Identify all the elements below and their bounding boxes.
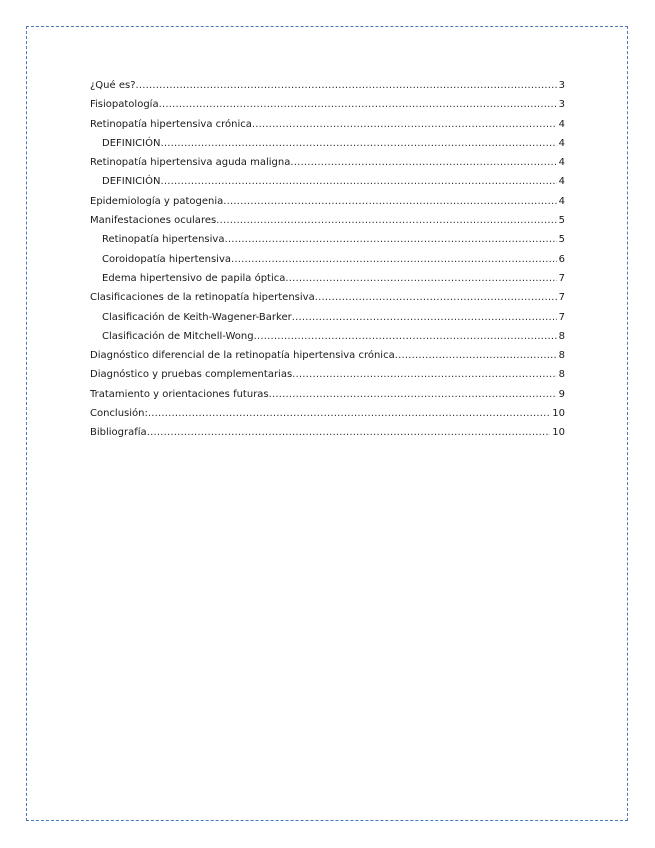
toc-subentry[interactable] (90, 230, 565, 249)
toc-dot-leader (160, 172, 556, 191)
toc-entry-title: DEFINICIÓN (102, 176, 161, 188)
toc-page-number: 4 (558, 118, 565, 130)
toc-subentry[interactable] (90, 327, 565, 346)
toc-entry-title: Diagnóstico y pruebas complementarias (90, 369, 293, 381)
toc-entry-title: Tratamiento y orientaciones futuras (90, 388, 269, 400)
toc-entry-title: Clasificación de Mitchell-Wong (102, 330, 254, 342)
toc-entry-title: Clasificaciones de la retinopatía hipertensiva (90, 292, 315, 304)
toc-entry[interactable] (90, 192, 565, 211)
toc-page-number: 4 (558, 176, 565, 188)
toc-dot-leader (292, 308, 557, 327)
toc-page-number: 8 (558, 350, 565, 362)
toc-subentry[interactable] (90, 172, 565, 191)
toc-entry-title: Manifestaciones oculares (90, 215, 217, 227)
toc-dot-leader (160, 134, 556, 153)
toc-entry-title: ¿Qué es? (90, 80, 136, 91)
toc-entry[interactable] (90, 76, 565, 95)
toc-entry-title: Bibliografía (90, 427, 147, 439)
toc-dot-leader (252, 115, 557, 134)
toc-dot-leader (224, 230, 556, 249)
toc-dot-leader (395, 346, 557, 365)
toc-page-number: 4 (558, 137, 565, 149)
toc-dot-leader (147, 423, 551, 442)
table-of-contents (90, 76, 565, 443)
toc-entry[interactable] (90, 211, 565, 230)
toc-dot-leader (136, 76, 557, 95)
toc-dot-leader (231, 250, 557, 269)
toc-entry[interactable] (90, 365, 565, 384)
toc-entry[interactable] (90, 288, 565, 307)
toc-entry-title: Conclusión: (90, 408, 148, 420)
toc-entry[interactable] (90, 95, 565, 114)
toc-page-number: 7 (558, 311, 565, 323)
toc-dot-leader (269, 385, 557, 404)
toc-dot-leader (254, 327, 557, 346)
toc-dot-leader (216, 211, 556, 230)
toc-page-number: 5 (558, 215, 565, 227)
toc-dot-leader (223, 192, 556, 211)
toc-dot-leader (290, 153, 556, 172)
toc-page-number: 6 (558, 253, 565, 265)
toc-entry[interactable] (90, 153, 565, 172)
toc-entry[interactable] (90, 404, 565, 423)
toc-subentry[interactable] (90, 308, 565, 327)
toc-subentry[interactable] (90, 269, 565, 288)
toc-entry-title: DEFINICIÓN (102, 137, 161, 149)
toc-page-number: 8 (558, 330, 565, 342)
toc-subentry[interactable] (90, 134, 565, 153)
toc-page-number: 7 (558, 272, 565, 284)
toc-dot-leader (315, 288, 557, 307)
toc-page-number: 3 (558, 99, 565, 111)
toc-page-number: 9 (558, 388, 565, 400)
toc-subentry[interactable] (90, 250, 565, 269)
toc-page-number: 10 (552, 408, 565, 420)
toc-dot-leader (285, 269, 556, 288)
toc-page-number: 8 (558, 369, 565, 381)
toc-entry-title: Coroidopatía hipertensiva (102, 253, 232, 265)
toc-dot-leader (159, 95, 557, 114)
toc-entry-title: Retinopatía hipertensiva crónica (90, 118, 252, 130)
toc-dot-leader (148, 404, 550, 423)
toc-page-number: 4 (558, 157, 565, 169)
toc-entry[interactable] (90, 423, 565, 442)
toc-dot-leader (292, 365, 556, 384)
toc-entry[interactable] (90, 346, 565, 365)
toc-entry[interactable] (90, 385, 565, 404)
toc-entry-title: Retinopatía hipertensiva aguda maligna (90, 157, 291, 169)
toc-entry-title: Edema hipertensivo de papila óptica (102, 272, 286, 284)
toc-page-number: 3 (558, 80, 565, 91)
toc-entry[interactable] (90, 115, 565, 134)
toc-entry-title: Retinopatía hipertensiva (102, 234, 225, 246)
toc-entry-title: Diagnóstico diferencial de la retinopatía hipertensiva crónica (90, 350, 395, 362)
toc-page-number: 10 (552, 427, 565, 439)
toc-entry-title: Fisiopatología (90, 99, 159, 111)
toc-entry-title: Epidemiología y patogenia (90, 195, 224, 207)
toc-page-number: 4 (558, 195, 565, 207)
toc-entry-title: Clasificación de Keith-Wagener-Barker (102, 311, 292, 323)
toc-page-number: 7 (558, 292, 565, 304)
toc-page-number: 5 (558, 234, 565, 246)
